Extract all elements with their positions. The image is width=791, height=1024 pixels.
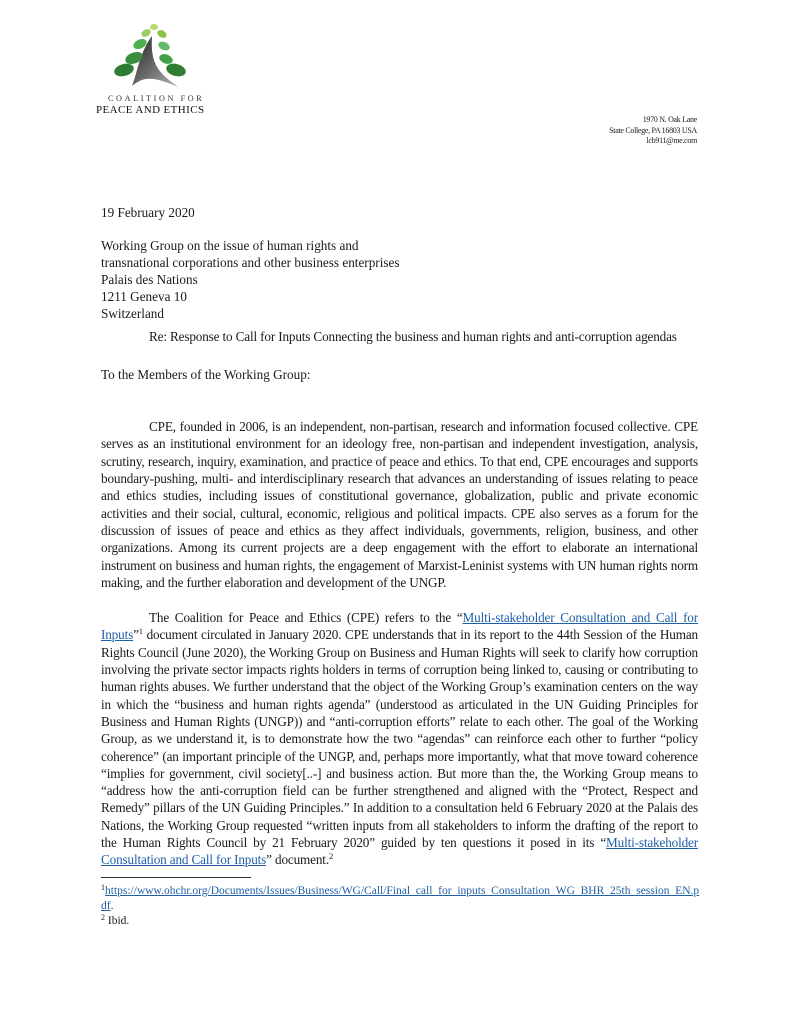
- footnote-divider: [101, 877, 251, 878]
- salutation: To the Members of the Working Group:: [101, 367, 311, 382]
- recipient-line: transnational corporations and other business enterprises: [101, 255, 400, 270]
- footnote-ref-1[interactable]: 1: [138, 626, 143, 637]
- footnote-url-link[interactable]: https://www.ohchr.org/Documents/Issues/Business/WG/Call/Final_call_for_inputs_Consultation_WG_BHR_25th_session_EN.pdf: [101, 885, 700, 912]
- address-email: lcb911@me.com: [646, 136, 697, 145]
- sender-address: [609, 115, 697, 147]
- letterhead-logo: [96, 22, 216, 116]
- paragraph-text: ”: [133, 627, 139, 643]
- subject-line: Re: Response to Call for Inputs Connecting the business and human rights and anti-corruption agendas: [149, 329, 677, 344]
- paragraph-text: document circulated in January 2020. CPE understands that in its report to the 44th Session of the Human Rights Council (June 2020), the Working Group on Business and Human Rights will seek to clarify how corruption involving the private sector impacts rights holders in terms of corruption being linked to, causing or contributing to human rights abuses. We further understand that the object of the Working Group’s examination centers on the way in which the “business and human rights agenda” (understood as articulated in the UN Guiding Principles for Business and Human Rights (UNGP)) and “anti-corruption efforts” relate to each other. The goal of the Working Group, as we understand it, is to demonstrate how the two “agendas” can reinforce each other to further “policy coherence” (an important principle of the UNGP, and, perhaps more importantly, what that move toward coherence “implies for government, civil society[..-] and business action. But more than the, the Working Group means to “address how the anti-corruption field can be further strengthened and aligned with the “Protect, Respect and Remedy” pillars of the UN Guiding Principles.” In addition to a consultation held 6 February 2020 at the Palais des Nations, the Working Group requested “written inputs from all stakeholders to inform the drafting of the report to the Human Rights Council by 21 February 2020” guided by ten questions it posed in its “: [101, 627, 698, 851]
- footnotes: [101, 884, 701, 929]
- footnote-punct: .: [110, 900, 114, 912]
- paragraph-text: ” document.: [266, 852, 329, 868]
- recipient-line: Palais des Nations: [101, 272, 198, 287]
- paragraph-text: The Coalition for Peace and Ethics (CPE) refers to the “: [149, 610, 463, 626]
- tree-icon: [110, 22, 190, 90]
- footnote-number: 1: [101, 883, 105, 892]
- recipient-block: [101, 237, 399, 322]
- footnote-1: [101, 884, 701, 914]
- footnote-2: [101, 914, 701, 929]
- address-city: State College, PA 16803 USA: [609, 125, 697, 135]
- letter-date: 19 February 2020: [101, 205, 195, 220]
- body-paragraph-2: [101, 609, 698, 868]
- footnote-number: 2: [101, 913, 105, 922]
- call-for-inputs-link-2[interactable]: Multi-stakeholder Consultation and Call for Inputs: [101, 835, 698, 868]
- body-paragraph-1: CPE, founded in 2006, is an independent, non-partisan, research and information focused collective. CPE serves as an institutional environment for an ideology free, non-partisan and independent investigation, analysis, scrutiny, research, inquiry, examination, and practice of peace and ethics. To that end, CPE encourages and supports boundary-pushing, multi- and interdisciplinary research that advances an understanding of issues relating to peace and ethics studies, including issues of constitutional governance, globalization, public and private economic activities and their social, cultural, economic, religious and political impacts. CPE also serves as a forum for the discussion of issues of peace and ethics as they affect individuals, governments, religion, business, and other organizations. Among its current projects are a deep engagement with the effort to elaborate an international instrument on business and human rights, the engagement of Marxist-Leninist systems with UN human rights norm making, and the further elaboration and development of the UNGP.: [101, 419, 698, 590]
- org-name-line2: PEACE AND ETHICS: [96, 104, 205, 116]
- footnote-ref-2[interactable]: 2: [328, 851, 334, 862]
- recipient-line: Switzerland: [101, 306, 164, 321]
- recipient-line: Working Group on the issue of human rights and: [101, 238, 359, 253]
- address-street: 1970 N. Oak Lane: [642, 115, 697, 124]
- org-name-line1: COALITION FOR: [108, 94, 205, 103]
- call-for-inputs-link[interactable]: Multi-stakeholder Consultation and Call for Inputs: [101, 610, 698, 643]
- recipient-line: 1211 Geneva 10: [101, 289, 187, 304]
- footnote-text: Ibid.: [105, 915, 130, 927]
